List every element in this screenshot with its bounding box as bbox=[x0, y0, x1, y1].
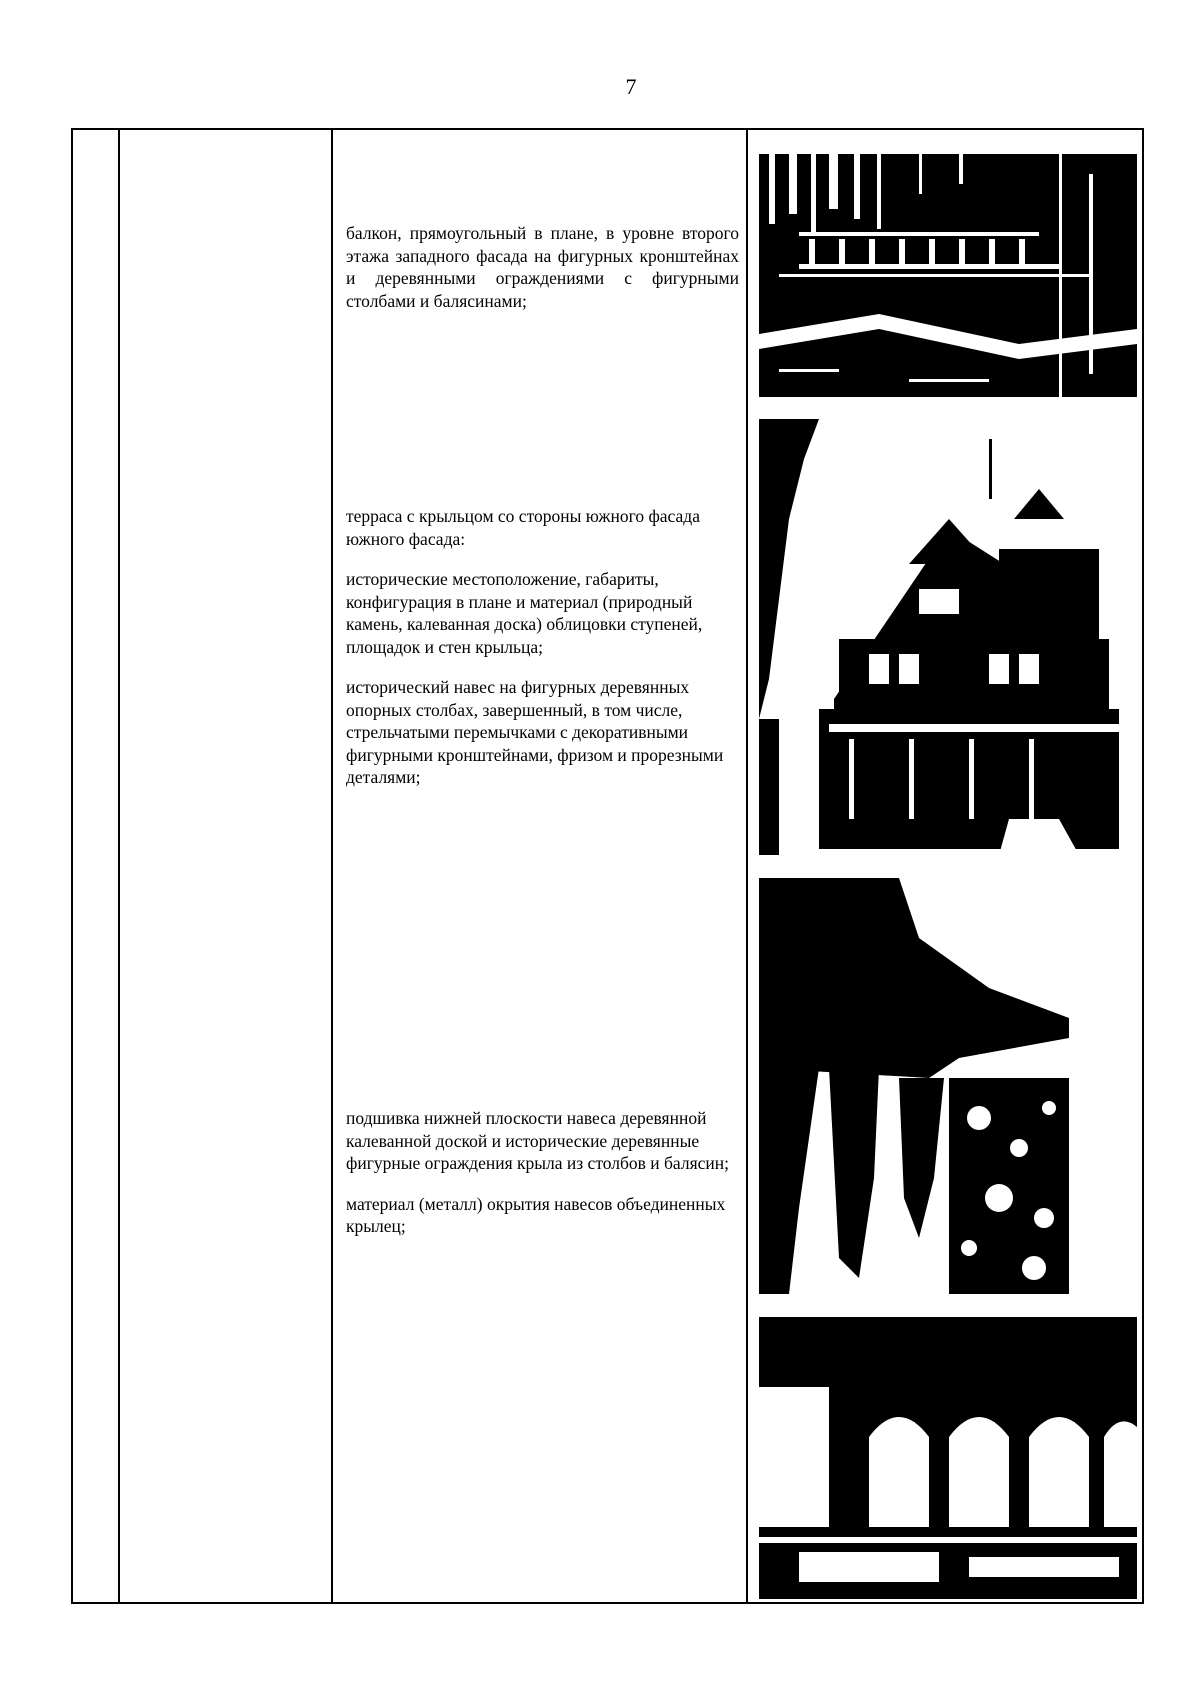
feature-paragraph: материал (металл) окрытия навесов объединенных крылец; bbox=[346, 1193, 726, 1236]
feature-text-terrace bbox=[346, 505, 739, 807]
feature-paragraph: балкон, прямоугольный в плане, в уровне второго этажа западного фасада на фигурных кронштейнах и деревянными ограждениями с фигурными столбами и балясинами; bbox=[346, 223, 739, 311]
balcony-photo bbox=[759, 154, 1137, 397]
feature-paragraph: исторический навес на фигурных деревянных опорных столбах, завершенный, в том числе, стрельчатыми перемычками с декоративными фигурными кронштейнами, фризом и прорезными деталями; bbox=[346, 677, 724, 787]
house-photo bbox=[759, 419, 1137, 855]
feature-text-balcony bbox=[346, 222, 739, 330]
feature-paragraph: исторические местоположение, габариты, конфигурация в плане и материал (природный камень, калеванная доска) облицовки ступеней, площадок и стен крыльца; bbox=[346, 569, 703, 657]
page-number: 7 bbox=[625, 74, 637, 99]
feature-text-canopy bbox=[346, 1107, 739, 1256]
column-divider-3 bbox=[746, 130, 748, 1602]
column-divider-2 bbox=[331, 130, 333, 1602]
feature-paragraph: подшивка нижней плоскости навеса деревянной калеванной доской и исторические деревянные фигурные ограждения крыла из столбов и балясин; bbox=[346, 1108, 729, 1173]
heritage-table bbox=[71, 128, 1144, 1604]
arcade-photo bbox=[759, 1317, 1137, 1599]
column-divider-1 bbox=[118, 130, 120, 1602]
canopy-photo bbox=[759, 878, 1069, 1294]
feature-paragraph: терраса с крыльцом со стороны южного фасада южного фасада: bbox=[346, 506, 700, 549]
